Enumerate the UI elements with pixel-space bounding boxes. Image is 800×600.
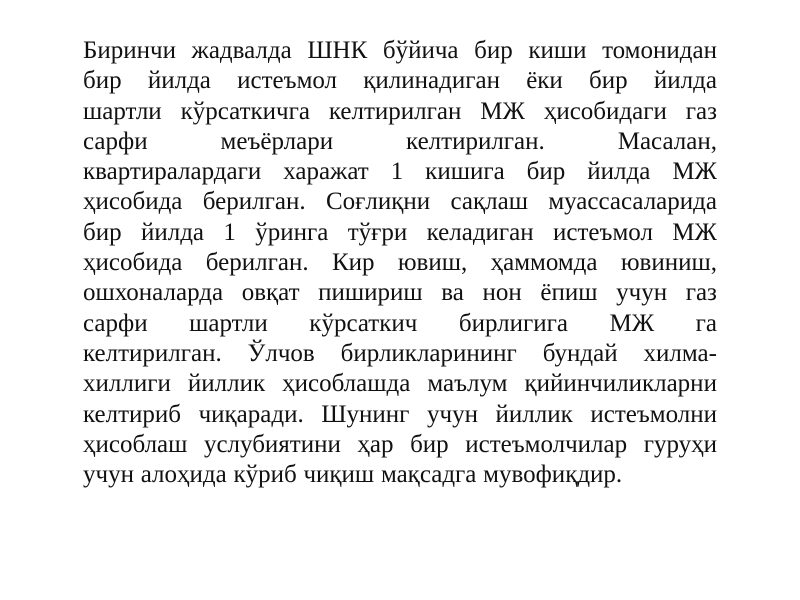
paragraph-line	[83, 248, 717, 278]
paragraph-word: келтирилган.	[406, 127, 545, 155]
paragraph-word: ҳисоблаш	[83, 430, 188, 458]
paragraph-word: келтирилган.	[83, 339, 222, 367]
paragraph-word: МЖ	[672, 158, 717, 186]
paragraph-line	[83, 127, 717, 157]
paragraph-word: нон	[482, 279, 522, 307]
paragraph-word: ва	[441, 279, 464, 307]
paragraph-word: МЖ	[672, 218, 717, 246]
paragraph-word: меъёрлари	[220, 127, 334, 155]
paragraph-word: пишириш	[318, 279, 423, 307]
paragraph-word: йиллик	[187, 370, 266, 398]
paragraph-line	[83, 339, 717, 369]
paragraph-word: истеъмол	[553, 218, 653, 246]
paragraph-word: ҳисоблашда	[282, 370, 411, 398]
paragraph-word: хилма-	[643, 339, 717, 367]
paragraph-word: бир	[589, 67, 628, 95]
paragraph-word: йилда	[587, 158, 651, 186]
paragraph-word: маълум	[427, 370, 508, 398]
paragraph-line	[83, 157, 717, 187]
paragraph-word: газ	[685, 97, 717, 125]
paragraph-word: кўрсаткичга	[180, 97, 310, 125]
paragraph-word: МЖ	[480, 97, 525, 125]
paragraph-word: киши	[528, 37, 587, 64]
paragraph-word: овқат	[241, 279, 300, 307]
paragraph-word: шартли	[189, 309, 268, 337]
paragraph-line	[83, 97, 717, 127]
paragraph-word: бирликларининг	[340, 339, 517, 367]
paragraph-word: бир	[83, 218, 122, 246]
paragraph-word: ювиш,	[397, 249, 468, 277]
paragraph-word: бир	[410, 430, 449, 458]
paragraph-word: сақлаш	[450, 188, 528, 216]
paragraph-word: учун	[83, 461, 134, 489]
paragraph-word: истеъмолни	[590, 400, 717, 428]
paragraph-word: бирлигига	[458, 309, 568, 337]
paragraph-word: мақсадга	[380, 461, 477, 489]
paragraph-word: ювиниш,	[620, 249, 717, 277]
paragraph-word: ҳисобида	[83, 249, 183, 277]
paragraph-word: ШНК	[307, 37, 368, 64]
paragraph-word: томонидан	[602, 37, 717, 64]
paragraph-word: бундай	[542, 339, 618, 367]
paragraph-word: МЖ	[609, 309, 655, 337]
paragraph-word: чиқаради.	[198, 400, 304, 428]
paragraph-line	[83, 460, 717, 490]
paragraph-word: келтириб	[83, 400, 181, 428]
paragraph-line	[83, 36, 717, 66]
paragraph-line	[83, 400, 717, 430]
paragraph-word: келадиган	[426, 218, 534, 246]
paragraph-word: ҳисобида	[83, 188, 183, 216]
paragraph-word: бир	[83, 67, 122, 95]
paragraph-word: бўйича	[382, 37, 459, 64]
paragraph-word: Кир	[331, 249, 375, 277]
paragraph-word: Шунинг	[321, 400, 410, 428]
paragraph-word: учун	[427, 400, 478, 428]
paragraph-word: квартиралардаги	[83, 158, 262, 186]
paragraph-word: 1	[223, 218, 236, 246]
paragraph-word: ёки	[526, 67, 563, 95]
paragraph-word: йилда	[653, 67, 717, 95]
paragraph-line	[83, 218, 717, 248]
paragraph-line	[83, 309, 717, 339]
paragraph-word: учун	[616, 279, 668, 307]
paragraph-word: ҳаммомда	[490, 249, 598, 277]
paragraph-word: бир	[474, 37, 513, 64]
paragraph-line	[83, 66, 717, 96]
paragraph-word: шартли	[83, 97, 162, 125]
paragraph-word: тўғри	[347, 218, 408, 246]
body-paragraph	[83, 36, 717, 490]
paragraph-word: га	[695, 309, 717, 337]
paragraph-word: берилган.	[205, 249, 309, 277]
paragraph-word: харажат	[283, 158, 369, 186]
paragraph-word: Биринчи	[83, 37, 176, 64]
paragraph-word: йилда	[140, 218, 205, 246]
paragraph-line	[83, 278, 717, 308]
paragraph-word: йиллик	[495, 400, 573, 428]
paragraph-word: хиллиги	[83, 370, 171, 398]
paragraph-word: қийинчиликларни	[524, 370, 717, 398]
paragraph-word: услубиятини	[203, 430, 341, 458]
paragraph-word: Масалан,	[617, 127, 717, 155]
paragraph-line	[83, 369, 717, 399]
paragraph-word: сарфи	[83, 309, 148, 337]
paragraph-word: Соғлиқни	[325, 188, 431, 216]
paragraph-word: ўринга	[255, 218, 329, 246]
paragraph-word: ёпиш	[540, 279, 598, 307]
paragraph-word: истеъмол	[237, 67, 338, 95]
paragraph-line	[83, 430, 717, 460]
paragraph-word: ҳар	[357, 430, 394, 458]
paragraph-word: ошхоналарда	[83, 279, 224, 307]
paragraph-word: истеъмолчилар	[465, 430, 628, 458]
paragraph-word: Ўлчов	[247, 339, 315, 367]
paragraph-word: жадвалда	[191, 37, 292, 64]
paragraph-word: келтирилган	[328, 97, 462, 125]
paragraph-word: бир	[526, 158, 566, 186]
paragraph-word: газ	[685, 279, 717, 307]
paragraph-word: қилинадиган	[363, 67, 500, 95]
paragraph-word: муассасаларида	[548, 188, 717, 216]
paragraph-line	[83, 187, 717, 217]
paragraph-word: гуруҳи	[643, 430, 717, 458]
paragraph-word: ҳисобидаги	[543, 97, 667, 125]
paragraph-word: чиқиш	[303, 461, 375, 489]
paragraph-word: кўриб	[233, 461, 297, 489]
paragraph-word: кишига	[425, 158, 505, 186]
paragraph-word: берилган.	[202, 188, 306, 216]
paragraph-word: мувофиқдир.	[483, 461, 623, 489]
paragraph-word: 1	[390, 158, 404, 186]
paragraph-word: йилда	[147, 67, 211, 95]
paragraph-word: сарфи	[83, 127, 148, 155]
paragraph-word: кўрсаткич	[309, 309, 418, 337]
paragraph-word: алоҳида	[140, 461, 227, 489]
